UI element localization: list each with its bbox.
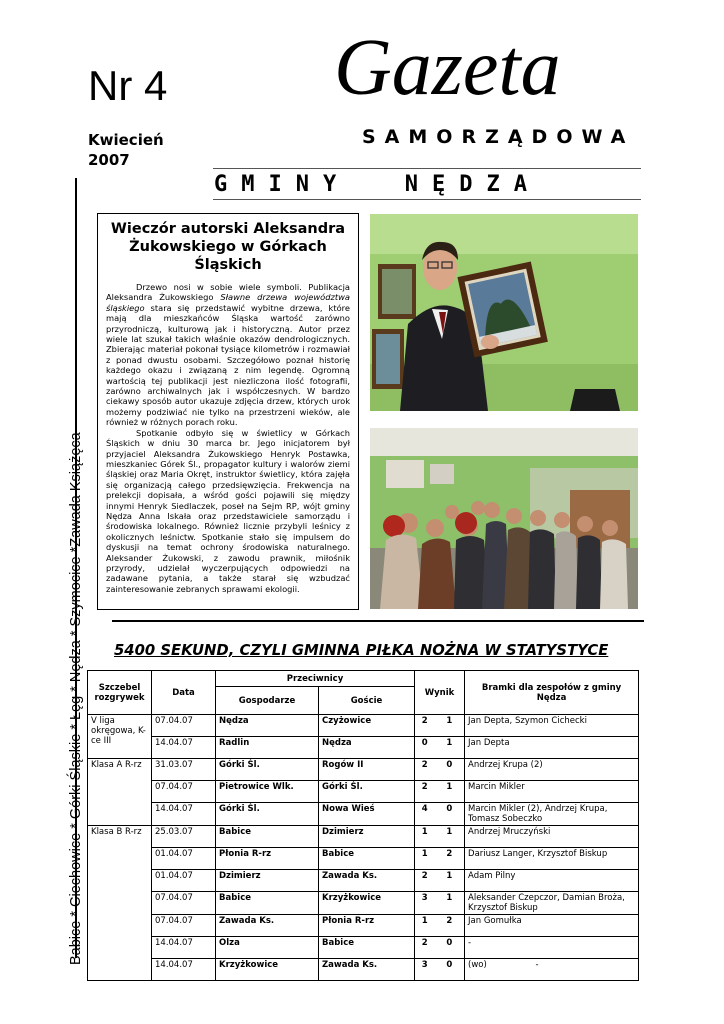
guest-cell: Nędza	[319, 737, 415, 759]
host-goals-cell: 2	[415, 715, 435, 737]
table-row	[88, 803, 639, 826]
guest-goals-cell: 1	[435, 870, 465, 892]
guest-goals-cell: 1	[435, 715, 465, 737]
host-goals-cell: 2	[415, 937, 435, 959]
guest-goals-cell: 1	[435, 892, 465, 915]
article-paragraph-1	[106, 282, 350, 428]
guest-cell: Płonia R-rz	[319, 915, 415, 937]
host-goals-cell: 1	[415, 915, 435, 937]
author-photo	[370, 214, 638, 411]
host-goals-cell: 2	[415, 781, 435, 803]
guest-cell: Krzyżkowice	[319, 892, 415, 915]
level-cell: V liga okręgowa, K-ce III	[88, 715, 152, 759]
table-row	[88, 826, 639, 848]
host-goals-cell: 3	[415, 959, 435, 981]
guest-cell: Babice	[319, 937, 415, 959]
header-date: Data	[152, 671, 216, 715]
host-cell: Nędza	[216, 715, 319, 737]
scorers-cell: Marcin Mikler (2), Andrzej Krupa, Tomasz Sobeczko	[465, 803, 639, 826]
guest-goals-cell: 0	[435, 759, 465, 781]
level-cell: Klasa B R-rz	[88, 826, 152, 981]
header-rule-top	[213, 168, 641, 169]
scorers-cell: Jan Depta	[465, 737, 639, 759]
scorers-cell: (wo) -	[465, 959, 639, 981]
table-row	[88, 848, 639, 870]
football-title: 5400 SEKUND, CZYLI GMINNA PIŁKA NOŻNA W STATYSTYCE	[114, 642, 609, 659]
date-cell: 14.04.07	[152, 803, 216, 826]
scorers-cell: Andrzej Krupa (2)	[465, 759, 639, 781]
date-cell: 14.04.07	[152, 959, 216, 981]
guest-goals-cell: 1	[435, 737, 465, 759]
host-cell: Olza	[216, 937, 319, 959]
article-paragraph-2: Spotkanie odbyło się w świetlicy w Górkach Śląskich w dniu 30 marca br. Jego inicjatorem był przyjaciel Aleksandra Żukowskiego Henryk Postawka, mieszkaniec Górek Śl., propagator kultury i walorów ziemi śląskiej oraz Maria Okręt, instruktor świetlicy, która zajęła się organizacją całego przedsięwzięcia. Frekwencja na prelekcji dopisała, a wśród gości pojawili się między innymi Henryk Siedlaczek, poseł na Sejm RP, wójt gminy Nędza Anna Iskała oraz przedstawiciele samorządu i środowiska lokalnego. Również licznie przybyli leśnicy z okolicznych leśnictw. Spotkanie stało się impulsem do dyskusji na temat ochrony środowiska naturalnego. Aleksander Żukowski, z zawodu prawnik, miłośnik przyrody, udzielał wyczerpujących odpowiedzi na zadawane pytania, a także starał się wzbudzać zainteresowanie zebranych sprawami ekologii.	[106, 427, 350, 594]
header-level: Szczebel rozgrywek	[88, 671, 152, 715]
table-row	[88, 781, 639, 803]
host-cell: Dzimierz	[216, 870, 319, 892]
host-cell: Pietrowice Wlk.	[216, 781, 319, 803]
host-cell: Górki Śl.	[216, 759, 319, 781]
guest-goals-cell: 1	[435, 781, 465, 803]
guest-cell: Babice	[319, 848, 415, 870]
host-cell: Krzyżkowice	[216, 959, 319, 981]
article-box	[97, 213, 359, 610]
match-results-table	[87, 670, 639, 981]
article-title: Wieczór autorski Aleksandra Żukowskiego w Górkach Śląskich	[110, 221, 346, 273]
host-cell: Zawada Ks.	[216, 915, 319, 937]
host-goals-cell: 2	[415, 870, 435, 892]
header-host: Gospodarze	[216, 687, 319, 715]
table-row	[88, 892, 639, 915]
guest-goals-cell: 0	[435, 959, 465, 981]
host-cell: Płonia R-rz	[216, 848, 319, 870]
audience-photo	[370, 428, 638, 609]
article-p1-end: stara się przedstawić wybitne drzewa, które mają dla mieszkańców Śląska wartość zarówno przyrodniczą, kulturową jak i historyczną. Autor przez wiele lat szukał takich właśnie okazów dendrologicznych. Zbierając materiał pokonał tysiące kilometrów i rozmawiał z ponad dwustu osobami. Szczegółowo poznał historię każdego okazu i związaną z nim legendę. Ogromną wartością tej publikacji jest niezliczona ilość fotografii, zarówno archiwalnych jak i współczesnych. W bardzo ciekawy sposób autor ukazuje zdjęcia drzew, których urok możemy podziwiać nie tylko na przestrzeni wieków, ale również w różnych porach roku.	[106, 302, 350, 428]
scorers-cell: Dariusz Langer, Krzysztof Biskup	[465, 848, 639, 870]
host-cell: Babice	[216, 826, 319, 848]
host-cell: Górki Śl.	[216, 803, 319, 826]
guest-cell: Nowa Wieś	[319, 803, 415, 826]
date-cell: 07.04.07	[152, 915, 216, 937]
header-rule-bottom	[213, 199, 641, 200]
guest-cell: Rogów II	[319, 759, 415, 781]
host-cell: Babice	[216, 892, 319, 915]
date-cell: 07.04.07	[152, 892, 216, 915]
scorers-cell: Marcin Mikler	[465, 781, 639, 803]
scorers-cell: Adam Pilny	[465, 870, 639, 892]
table-row	[88, 759, 639, 781]
guest-cell: Czyżowice	[319, 715, 415, 737]
table-row	[88, 715, 639, 737]
guest-cell: Górki Śl.	[319, 781, 415, 803]
gmina-heading: GMINY NĘDZA	[214, 172, 541, 197]
side-villages-text: Babice * Ciechowice * Górki Śląskie * Łęg * Nędza * Szymocice *Zawada Książęca	[68, 432, 84, 965]
guest-goals-cell: 2	[435, 848, 465, 870]
date-cell: 25.03.07	[152, 826, 216, 848]
scorers-cell: Jan Gomułka	[465, 915, 639, 937]
header-scorers: Bramki dla zespołów z gminy Nędza	[465, 671, 639, 715]
header-opponents: Przeciwnicy	[216, 671, 415, 687]
section-rule	[112, 620, 644, 622]
table-row	[88, 870, 639, 892]
guest-goals-cell: 0	[435, 803, 465, 826]
date-cell: 31.03.07	[152, 759, 216, 781]
issue-year: 2007	[88, 151, 130, 169]
host-goals-cell: 2	[415, 759, 435, 781]
host-goals-cell: 0	[415, 737, 435, 759]
header-guest: Goście	[319, 687, 415, 715]
date-cell: 07.04.07	[152, 781, 216, 803]
date-cell: 14.04.07	[152, 937, 216, 959]
date-cell: 14.04.07	[152, 737, 216, 759]
guest-goals-cell: 1	[435, 826, 465, 848]
table-row	[88, 915, 639, 937]
guest-cell: Zawada Ks.	[319, 870, 415, 892]
article-book-title: Sławne drzewa województwa śląskiego	[106, 292, 350, 313]
date-cell: 07.04.07	[152, 715, 216, 737]
date-cell: 01.04.07	[152, 870, 216, 892]
host-goals-cell: 4	[415, 803, 435, 826]
host-goals-cell: 1	[415, 848, 435, 870]
scorers-cell: Jan Depta, Szymon Cichecki	[465, 715, 639, 737]
table-row	[88, 737, 639, 759]
issue-number: Nr 4	[88, 62, 168, 109]
header-result: Wynik	[415, 671, 465, 715]
table-row	[88, 937, 639, 959]
newspaper-title: Gazeta	[334, 24, 561, 112]
scorers-cell: -	[465, 937, 639, 959]
guest-cell: Zawada Ks.	[319, 959, 415, 981]
newspaper-subtitle: SAMORZĄDOWA	[362, 126, 635, 148]
scorers-cell: Aleksander Czepczor, Damian Broża, Krzysztof Biskup	[465, 892, 639, 915]
date-cell: 01.04.07	[152, 848, 216, 870]
guest-goals-cell: 0	[435, 937, 465, 959]
level-cell: Klasa A R-rz	[88, 759, 152, 826]
host-cell: Radlin	[216, 737, 319, 759]
guest-cell: Dzimierz	[319, 826, 415, 848]
article-p1-start: Drzewo nosi w sobie wiele symboli. Publikacja Aleksandra Żukowskiego	[106, 282, 350, 303]
table-row	[88, 959, 639, 981]
guest-goals-cell: 2	[435, 915, 465, 937]
host-goals-cell: 3	[415, 892, 435, 915]
scorers-cell: Andrzej Mruczyński	[465, 826, 639, 848]
issue-date	[88, 130, 164, 170]
issue-month: Kwiecień	[88, 131, 164, 149]
host-goals-cell: 1	[415, 826, 435, 848]
